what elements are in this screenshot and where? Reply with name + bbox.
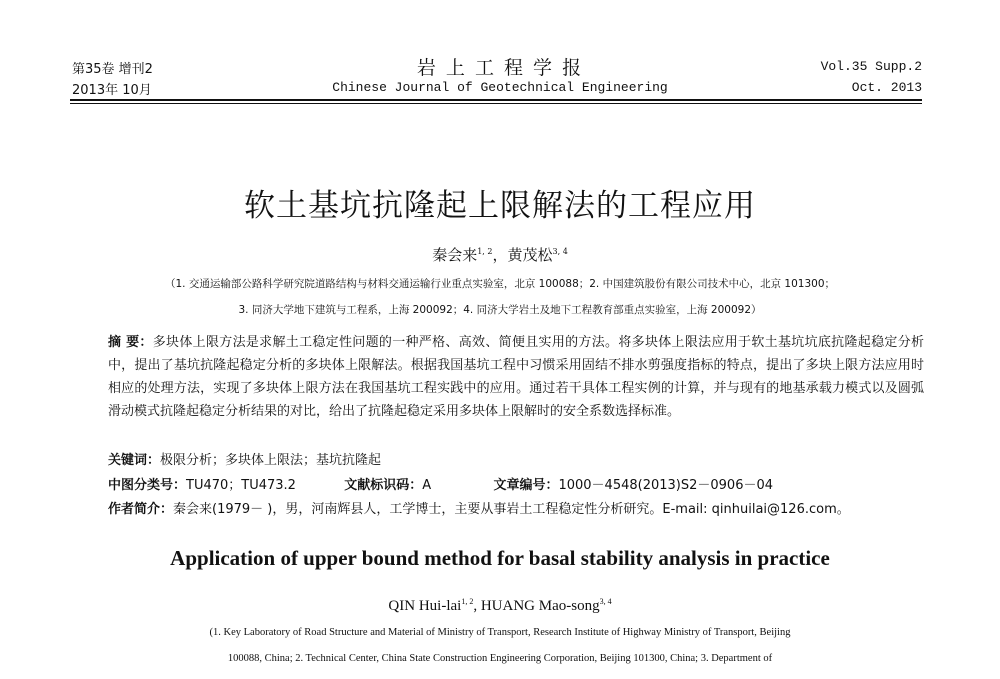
author-2-zh-affil: 3, 4 <box>552 247 568 256</box>
doc-code-label: 文献标识码： <box>344 478 423 493</box>
date-zh: 2013年 10月 <box>72 83 152 98</box>
clc-label: 中图分类号： <box>108 478 187 493</box>
keywords-zh <box>108 449 381 468</box>
author-bio-label: 作者简介： <box>108 502 174 517</box>
title-en: Application of upper bound method for basal stability analysis in practice <box>170 546 830 570</box>
volume-zh: 第35卷 增刊2 <box>72 62 153 77</box>
author-sep-en: , <box>473 598 481 614</box>
author-1-en: QIN Hui-lai <box>388 598 462 614</box>
affiliation-en-line-2: 100088, China; 2. Technical Center, China State Construction Engineering Corporation, Beijing 101300, China; 3. Department of <box>227 653 773 664</box>
header-rule-thick <box>70 99 922 101</box>
keywords-text: 极限分析；多块体上限法；基坑抗隆起 <box>160 453 382 468</box>
author-2-en-affil: 3, 4 <box>599 597 612 606</box>
affiliation-zh-line-2: 3. 同济大学地下建筑与工程系，上海 200092；4. 同济大学岩土及地下工程教育部重点实验室，上海 200092） <box>238 304 762 316</box>
volume-en: Vol.35 Supp.2 <box>820 59 922 74</box>
title-zh: 软土基坑抗隆起上限解法的工程应用 <box>244 188 756 224</box>
affiliation-zh-line-1: （1. 交通运输部公路科学研究院道路结构与材料交通运输行业重点实验室，北京 100088；2. 中国建筑股份有限公司技术中心，北京 101300； <box>164 278 836 290</box>
clc-value: TU470；TU473.2 <box>186 478 296 493</box>
author-bio-text: 秦会来(1979－ )，男，河南辉县人，工学博士，主要从事岩土工程稳定性分析研究。E-mail: qinhuilai@126.com。 <box>173 502 850 517</box>
header-rule-thin <box>70 103 922 104</box>
classification-line <box>108 474 773 493</box>
journal-title-zh: 岩 上 工 程 学 报 <box>416 57 584 79</box>
authors-zh <box>0 244 1000 265</box>
author-1-zh-affil: 1, 2 <box>477 247 493 256</box>
article-no-value: 1000－4548(2013)S2－0906－04 <box>558 478 774 493</box>
author-sep-zh: ， <box>492 246 508 264</box>
journal-title-en: Chinese Journal of Geotechnical Engineering <box>332 80 668 95</box>
authors-en <box>0 597 1000 615</box>
article-no-label: 文章编号： <box>493 478 559 493</box>
keywords-label: 关键词： <box>108 453 161 468</box>
date-en: Oct. 2013 <box>851 80 922 95</box>
abstract-text: 多块体上限方法是求解土工稳定性问题的一种严格、高效、简便且实用的方法。将多块体上限法应用于软土基坑坑底抗隆起稳定分析中，提出了基坑抗隆起稳定分析的多块体上限解法。根据我国基坑工程中习惯采用固结不排水剪强度指标的特点，提出了多块上限方法应用时相应的处理方法，实现了多块体上限方法在我国基坑工程实践中的应用。通过若干具体工程实例的计算，并与现有的地基承载力模式以及圆弧滑动模式抗隆起稳定分析结果的对比，给出了抗隆起稳定采用多块体上限解时的安全系数选择标准。 <box>108 335 924 419</box>
affiliation-en-line-1: (1. Key Laboratory of Road Structure and Material of Ministry of Transport, Research Institute of Highway Ministry of Transport, Beijing <box>209 627 791 638</box>
author-2-zh: 黄茂松 <box>507 246 553 264</box>
abstract-label: 摘 要： <box>108 335 153 350</box>
author-1-en-affil: 1, 2 <box>461 597 474 606</box>
doc-code-value: A <box>422 478 432 493</box>
author-2-en: HUANG Mao-song <box>480 598 600 614</box>
author-bio <box>108 498 850 517</box>
author-1-zh: 秦会来 <box>432 246 478 264</box>
abstract-zh <box>108 331 924 446</box>
